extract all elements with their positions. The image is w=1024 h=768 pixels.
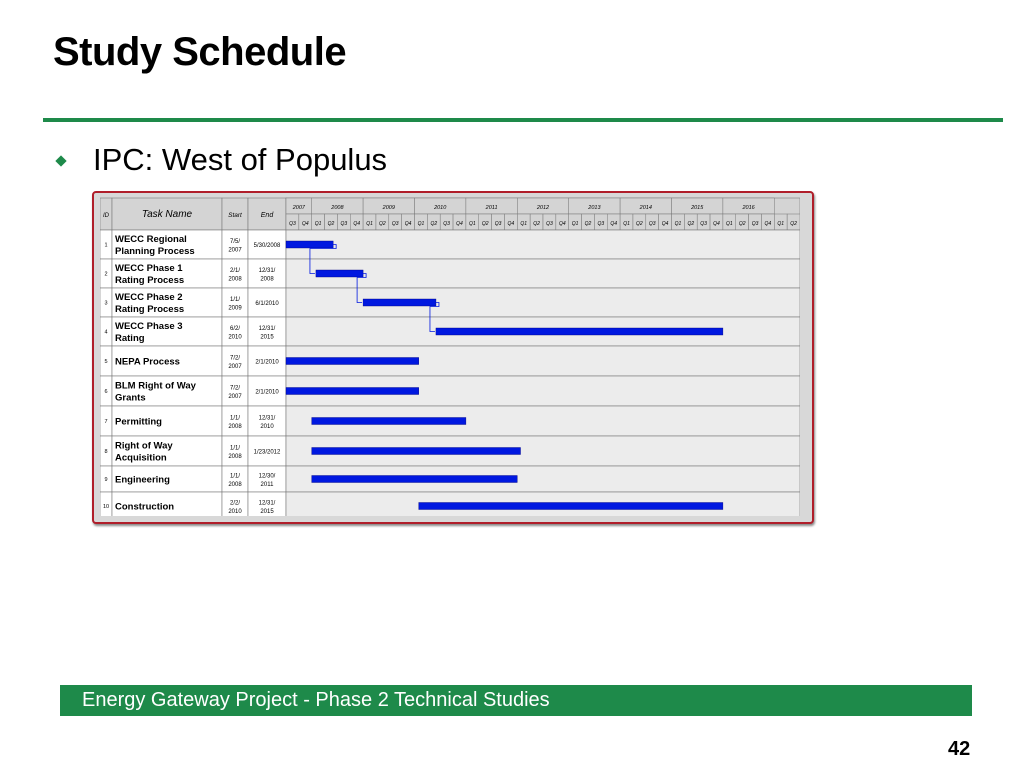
task-end: 1/23/2012 (253, 449, 281, 456)
task-start: 2008 (228, 453, 242, 460)
gantt-chart (100, 195, 800, 516)
quarter-label: Q2 (790, 221, 797, 227)
task-name: NEPA Process (115, 356, 180, 368)
task-start: 2/1/ (229, 267, 241, 274)
task-end: 12/31/ (258, 267, 276, 274)
year-label: 2007 (292, 205, 305, 211)
task-name: Rating Process (115, 275, 185, 286)
quarter-label: Q1 (725, 221, 733, 227)
header-task-name: Task Name (141, 209, 193, 220)
bullet-diamond-icon (55, 155, 66, 166)
page-number: 42 (948, 738, 971, 760)
task-id: 2 (104, 271, 108, 278)
task-start: 2008 (228, 423, 242, 430)
task-start: 2010 (228, 508, 242, 515)
task-name: Engineering (115, 474, 170, 486)
header-id: ID (103, 213, 109, 219)
task-name: WECC Phase 3 (115, 321, 183, 332)
task-name: Grants (115, 392, 146, 404)
title-divider (43, 118, 1003, 122)
task-name: WECC Phase 2 (115, 292, 183, 303)
task-bar (286, 388, 419, 395)
task-bar (286, 241, 333, 248)
task-start: 7/5/ (229, 238, 241, 245)
task-end: 2015 (260, 508, 274, 515)
task-start: 1/1/ (229, 473, 241, 480)
task-start: 2010 (228, 334, 242, 341)
task-end: 2011 (260, 481, 274, 488)
task-name: Rating (115, 333, 145, 344)
task-id: 5 (104, 359, 108, 365)
quarter-label: Q1 (571, 221, 579, 227)
year-label: 2013 (588, 205, 601, 211)
quarter-label: Q2 (379, 221, 386, 227)
task-name: WECC Phase 1 (115, 263, 183, 274)
quarter-label: Q4 (353, 221, 361, 227)
header-end: End (260, 212, 274, 219)
task-bar (312, 418, 466, 425)
year-label: 2010 (434, 205, 447, 211)
task-name: WECC Regional (115, 234, 187, 245)
year-label: 2011 (485, 205, 498, 211)
task-name: Rating Process (115, 304, 185, 315)
quarter-label: Q1 (520, 221, 528, 227)
task-id: 4 (104, 329, 108, 336)
task-name: Construction (115, 501, 175, 513)
task-start: 2008 (228, 276, 242, 283)
task-end: 2/1/2010 (255, 389, 279, 396)
header-start: Start (228, 212, 242, 219)
task-id: 6 (104, 389, 108, 395)
timeline-row (286, 230, 800, 259)
task-end: 12/31/ (258, 500, 276, 507)
task-bar (312, 476, 518, 483)
quarter-label: Q4 (610, 221, 618, 227)
quarter-label: Q2 (738, 221, 746, 227)
task-start: 2007 (228, 363, 242, 370)
task-end: 12/30/ (258, 473, 276, 480)
quarter-label: Q3 (494, 221, 502, 227)
task-start: 7/2/ (229, 385, 241, 392)
task-id: 1 (104, 242, 108, 249)
task-end: 2/1/2010 (255, 359, 279, 366)
quarter-label: Q3 (597, 221, 605, 227)
task-id: 7 (104, 419, 108, 425)
year-label: 2015 (691, 205, 704, 211)
task-start: 7/2/ (229, 355, 241, 362)
year-label: 2014 (639, 205, 652, 211)
task-id: 3 (104, 300, 108, 307)
task-id: 9 (104, 477, 108, 483)
bullet-text: IPC: West of Populus (93, 142, 388, 177)
quarter-label: Q1 (417, 221, 425, 227)
task-start: 1/1/ (229, 296, 241, 303)
task-end: 6/1/2010 (255, 301, 279, 307)
task-bar (286, 358, 419, 365)
year-label: 2008 (331, 205, 344, 211)
task-start: 2/2/ (229, 500, 241, 507)
task-end: 5/30/2008 (253, 243, 281, 249)
task-end: 2015 (260, 334, 274, 341)
task-end: 2008 (260, 276, 274, 283)
task-start: 2009 (228, 305, 242, 312)
quarter-label: Q3 (391, 221, 399, 227)
task-name: Acquisition (115, 452, 167, 464)
quarter-label: Q3 (289, 221, 296, 227)
task-bar (363, 299, 436, 306)
task-id: 8 (104, 449, 108, 455)
quarter-label: Q3 (443, 221, 450, 227)
quarter-label: Q4 (301, 221, 309, 227)
quarter-label: Q4 (764, 221, 772, 227)
quarter-label: Q2 (430, 221, 438, 227)
quarter-label: Q1 (468, 221, 476, 227)
gantt-frame (92, 191, 814, 524)
task-name: Right of Way (115, 440, 173, 452)
quarter-label: Q3 (340, 221, 348, 227)
year-label: 2009 (382, 205, 395, 211)
quarter-label: Q4 (507, 221, 515, 227)
task-start: 2007 (228, 247, 242, 254)
quarter-label: Q4 (404, 221, 412, 227)
year-label: 2012 (536, 205, 550, 211)
quarter-label: Q2 (327, 221, 335, 227)
quarter-label: Q2 (481, 221, 489, 227)
task-name: Permitting (115, 416, 162, 428)
year-label: 2016 (742, 205, 755, 211)
task-id: 10 (102, 504, 110, 510)
task-start: 6/2/ (229, 325, 241, 332)
task-start: 2007 (228, 393, 242, 400)
quarter-label: Q3 (751, 221, 759, 227)
quarter-label: Q1 (674, 221, 682, 227)
quarter-label: Q2 (687, 221, 695, 227)
slide-title: Study Schedule (53, 30, 347, 74)
task-bar (436, 328, 723, 335)
quarter-label: Q4 (713, 221, 720, 227)
task-end: 12/31/ (258, 415, 276, 422)
quarter-label: Q1 (623, 221, 630, 227)
task-bar (312, 448, 521, 455)
quarter-label: Q3 (648, 221, 656, 227)
quarter-label: Q3 (546, 221, 553, 227)
task-start: 1/1/ (229, 415, 241, 422)
quarter-label: Q4 (558, 221, 566, 227)
task-name: Planning Process (115, 246, 195, 257)
quarter-label: Q4 (661, 221, 669, 227)
task-bar (316, 270, 363, 277)
task-bar (419, 503, 723, 510)
task-start: 1/1/ (229, 445, 241, 452)
task-name: BLM Right of Way (115, 380, 196, 392)
quarter-label: Q2 (584, 221, 592, 227)
task-start: 2008 (228, 481, 242, 488)
quarter-label: Q1 (314, 221, 322, 227)
quarter-label: Q2 (533, 221, 540, 227)
task-end: 2010 (260, 423, 274, 430)
task-end: 12/31/ (258, 325, 276, 332)
quarter-label: Q1 (366, 221, 373, 227)
quarter-label: Q4 (456, 221, 463, 227)
quarter-label: Q1 (777, 221, 785, 227)
footer-text: Energy Gateway Project - Phase 2 Technical Studies (82, 689, 550, 711)
quarter-label: Q2 (636, 221, 643, 227)
quarter-label: Q3 (700, 221, 707, 227)
